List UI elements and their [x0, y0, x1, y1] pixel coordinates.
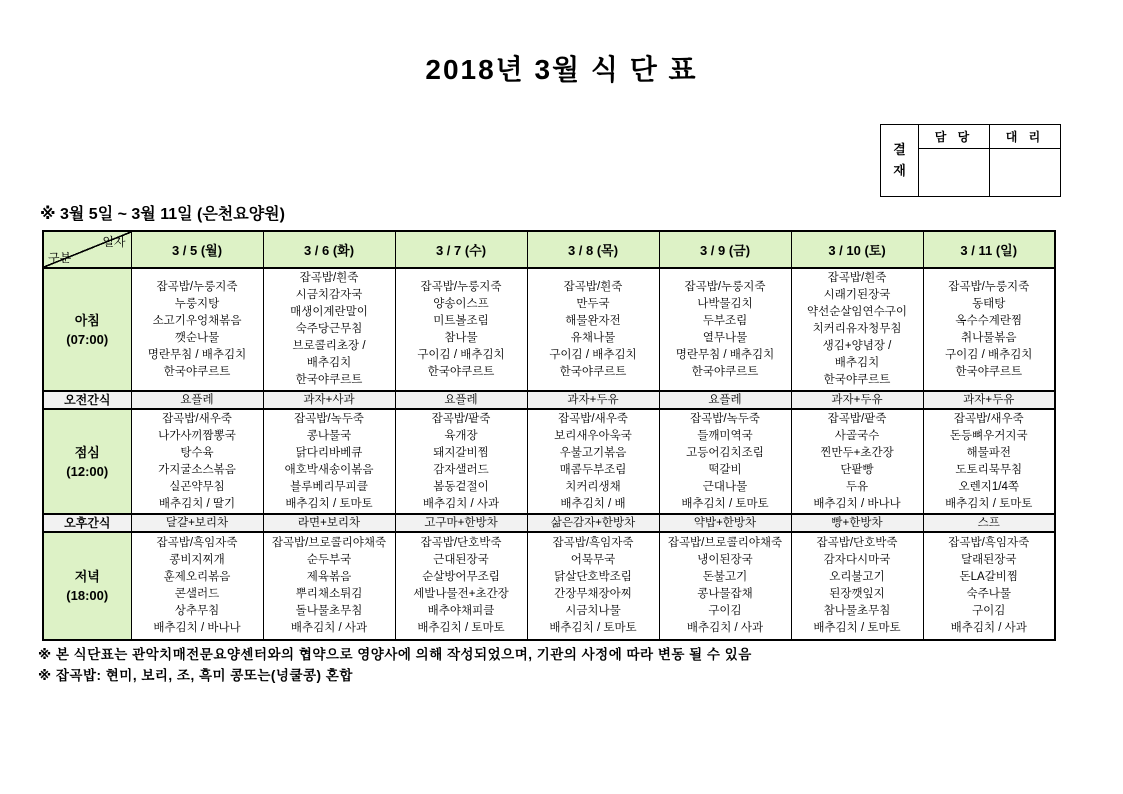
menu-item: 잡곡밥/흑임자죽: [948, 537, 1030, 549]
lunch-menu-day-5: [791, 409, 923, 514]
day-header-row: [43, 231, 1055, 268]
menu-item: 치커리생채: [565, 480, 621, 493]
menu-item: 잡곡밥/단호박죽: [816, 537, 898, 549]
menu-item: 해물완자전: [565, 314, 621, 327]
menu-item: 잡곡밥/누룽지죽: [684, 280, 766, 293]
menu-item: 근대나물: [702, 480, 748, 493]
menu-item: 잡곡밥/흰죽: [299, 272, 359, 284]
menu-item: 배추김치: [306, 357, 352, 369]
menu-item: 배추김치 / 바나나: [813, 497, 901, 510]
morning-snack-label: 오전간식: [43, 391, 131, 409]
menu-item: 명란무침 / 배추김치: [147, 348, 247, 361]
menu-item: 들깨미역국: [697, 429, 753, 442]
menu-item: 숙주나물: [966, 588, 1011, 600]
menu-item: 배추김치: [834, 357, 880, 369]
menu-item: 돈LA갈비찜: [959, 571, 1018, 583]
menu-item: 미트볼조림: [433, 314, 489, 327]
menu-item: 감자샐러드: [433, 463, 489, 476]
dinner-label: 저녁 (18:00): [43, 532, 131, 640]
menu-item: 제육볶음: [306, 571, 352, 583]
menu-item: 오렌지1/4쪽: [958, 480, 1019, 493]
lunch-menu-day-0: [131, 409, 263, 514]
footnotes: [38, 644, 752, 686]
day-header-5: 3 / 10 (토): [791, 231, 923, 268]
breakfast-menu-day-1: [263, 268, 395, 391]
menu-item: 해물파전: [966, 446, 1011, 459]
afternoon-snack-menu-day-4: 약밥+한방차: [659, 514, 791, 532]
menu-item: 구이김: [972, 605, 1006, 617]
breakfast-menu-day-6: [923, 268, 1055, 391]
menu-item: 깻순나물: [174, 331, 220, 344]
menu-item: 생김+양념장 /: [822, 340, 892, 352]
menu-item: 한국야쿠르트: [559, 365, 627, 378]
lunch-menu-day-1: [263, 409, 395, 514]
corner-cell: [43, 231, 131, 268]
menu-item: 두부조림: [702, 314, 748, 327]
menu-item: 브로콜리초장 /: [292, 340, 366, 352]
dinner-menu-day-1: [263, 532, 395, 640]
dinner-row: [43, 532, 1055, 640]
menu-item: 매콤두부조림: [559, 463, 627, 476]
menu-item: 배추김치 / 배: [560, 497, 626, 510]
menu-item: 탕수육: [180, 446, 214, 459]
menu-item: 어묵무국: [570, 554, 616, 566]
menu-item: 돼지갈비찜: [433, 446, 489, 459]
menu-item: 된장깻잎지: [829, 588, 885, 600]
menu-item: 고등어김치조림: [686, 446, 764, 459]
menu-item: 보리새우아욱국: [554, 429, 632, 442]
menu-item: 잡곡밥/녹두죽: [294, 412, 364, 425]
morning-snack-row: [43, 391, 1055, 409]
menu-item: 배추김치 / 사과: [950, 622, 1027, 634]
menu-item: 잡곡밥/흰죽: [827, 272, 887, 284]
footnote-agreement: ※ 본 식단표는 관악치매전문요양센터와의 협약으로 영양사에 의해 작성되었으며, 기관의 사정에 따라 변동 될 수 있음: [38, 647, 752, 662]
dinner-menu-day-2: [395, 532, 527, 640]
morning-snack-menu-day-6: 과자+두유: [923, 391, 1055, 409]
menu-item: 잡곡밥/녹두죽: [690, 412, 760, 425]
lunch-label: 점심 (12:00): [43, 409, 131, 514]
afternoon-snack-menu-day-2: 고구마+한방차: [395, 514, 527, 532]
menu-item: 잡곡밥/흑임자죽: [552, 537, 634, 549]
menu-item: 잡곡밥/새우죽: [162, 412, 232, 425]
menu-item: 구이김 / 배추김치: [549, 348, 637, 361]
menu-item: 나가사끼짬뽕국: [158, 429, 236, 442]
dinner-menu-day-0: [131, 532, 263, 640]
menu-item: 잡곡밥/누룽지죽: [948, 280, 1030, 293]
menu-item: 잡곡밥/새우죽: [953, 412, 1024, 425]
menu-item: 배추김치 / 토마토: [417, 622, 505, 634]
menu-table: [42, 230, 1056, 641]
menu-item: 잡곡밥/누룽지죽: [420, 280, 502, 293]
menu-item: 배추김치 / 토마토: [285, 497, 373, 510]
menu-item: 닭살단호박조림: [554, 571, 632, 583]
menu-item: 간장무채장아찌: [554, 588, 632, 600]
breakfast-label: 아침 (07:00): [43, 268, 131, 391]
menu-item: 배추김치 / 토마토: [945, 497, 1033, 510]
menu-item: 배추김치 / 바나나: [153, 622, 241, 634]
breakfast-menu-day-2: [395, 268, 527, 391]
menu-item: 봄동겉절이: [433, 480, 489, 493]
dinner-menu-day-5: [791, 532, 923, 640]
dinner-menu-day-4: [659, 532, 791, 640]
approval-col-deputy: 대 리: [990, 125, 1061, 149]
menu-item: 감자다시마국: [823, 554, 891, 566]
menu-item: 돌나물초무침: [295, 605, 363, 617]
menu-item: 한국야쿠르트: [427, 365, 495, 378]
menu-item: 순두부국: [306, 554, 352, 566]
afternoon-snack-label: 오후간식: [43, 514, 131, 532]
menu-item: 구이김 / 배추김치: [945, 348, 1033, 361]
menu-item: 약선순살임연수구이: [807, 306, 907, 318]
menu-item: 배추김치 / 사과: [422, 497, 500, 510]
day-header-6: 3 / 11 (일): [923, 231, 1055, 268]
menu-item: 가지굴소스볶음: [158, 463, 236, 476]
menu-item: 사골국수: [834, 429, 880, 442]
menu-item: 두유: [845, 480, 869, 493]
menu-item: 한국야쿠르트: [955, 365, 1023, 378]
menu-item: 도토리묵무침: [955, 463, 1023, 476]
menu-item: 시금치감자국: [295, 289, 363, 301]
approval-col-in-charge: 담 당: [919, 125, 990, 149]
afternoon-snack-menu-day-3: 삶은감자+한방차: [527, 514, 659, 532]
menu-item: 배추김치 / 토마토: [813, 622, 901, 634]
menu-item: 잡곡밥/새우죽: [558, 412, 628, 425]
menu-item: 옥수수계란찜: [955, 314, 1023, 327]
breakfast-row: [43, 268, 1055, 391]
corner-category-label: 구분: [48, 251, 72, 265]
menu-item: 시금치나물: [565, 605, 621, 617]
menu-item: 배추김치 / 토마토: [681, 497, 769, 510]
menu-item: 취나물볶음: [960, 331, 1017, 344]
menu-item: 돈불고기: [702, 571, 748, 583]
menu-item: 배추김치 / 사과: [686, 622, 764, 634]
afternoon-snack-menu-day-0: 달걀+보리차: [131, 514, 263, 532]
menu-item: 열무나물: [702, 331, 748, 344]
menu-item: 만두국: [576, 297, 610, 310]
dinner-menu-day-6: [923, 532, 1055, 640]
menu-item: 떡갈비: [708, 463, 742, 476]
menu-item: 배추김치 / 토마토: [549, 622, 637, 634]
day-header-0: 3 / 5 (월): [131, 231, 263, 268]
menu-item: 육개장: [444, 429, 478, 442]
morning-snack-menu-day-2: 요플레: [395, 391, 527, 409]
breakfast-menu-day-4: [659, 268, 791, 391]
menu-item: 배추김치 / 사과: [290, 622, 368, 634]
corner-date-label: 일자: [102, 235, 126, 249]
day-header-1: 3 / 6 (화): [263, 231, 395, 268]
approval-sign-cell-deputy: [990, 149, 1061, 197]
afternoon-snack-menu-day-5: 빵+한방차: [791, 514, 923, 532]
menu-item: 돈등뼈우거지국: [949, 429, 1028, 442]
menu-item: 치커리유자청무침: [812, 323, 902, 335]
afternoon-snack-menu-day-6: 스프: [923, 514, 1055, 532]
menu-item: 블루베리무피클: [290, 480, 368, 493]
approval-box: [880, 124, 1061, 197]
menu-item: 시래기된장국: [823, 289, 891, 301]
menu-item: 잡곡밥/팥죽: [827, 412, 887, 425]
day-header-4: 3 / 9 (금): [659, 231, 791, 268]
menu-item: 근대된장국: [433, 554, 489, 566]
menu-item: 애호박새송이볶음: [284, 463, 374, 476]
menu-item: 양송이스프: [433, 297, 489, 310]
lunch-menu-day-3: [527, 409, 659, 514]
menu-item: 잡곡밥/단호박죽: [420, 537, 502, 549]
menu-item: 실곤약무침: [169, 480, 225, 493]
menu-item: 잡곡밥/브로콜리야채죽: [271, 537, 387, 549]
menu-item: 나박물김치: [697, 297, 753, 310]
lunch-menu-day-4: [659, 409, 791, 514]
morning-snack-menu-day-0: 요플레: [131, 391, 263, 409]
approval-header-row: [881, 125, 1061, 149]
afternoon-snack-row: [43, 514, 1055, 532]
menu-item: 숙주당근무침: [295, 323, 363, 335]
breakfast-menu-day-3: [527, 268, 659, 391]
menu-item: 콩비지찌개: [169, 554, 225, 566]
afternoon-snack-menu-day-1: 라면+보리차: [263, 514, 395, 532]
morning-snack-menu-day-3: 과자+두유: [527, 391, 659, 409]
menu-item: 콘샐러드: [174, 588, 220, 600]
menu-item: 단팥빵: [840, 463, 874, 476]
breakfast-menu-day-5: [791, 268, 923, 391]
menu-item: 잡곡밥/누룽지죽: [156, 280, 238, 293]
menu-item: 콩나물국: [306, 429, 352, 442]
approval-stamp-label: 결재: [881, 125, 919, 197]
morning-snack-menu-day-1: 과자+사과: [263, 391, 395, 409]
menu-table-container: [42, 230, 1056, 641]
lunch-menu-day-6: [923, 409, 1055, 514]
morning-snack-menu-day-4: 요플레: [659, 391, 791, 409]
footnote-grain-mix: ※ 잡곡밥: 현미, 보리, 조, 흑미 콩또는(넝쿨콩) 혼합: [38, 668, 353, 683]
breakfast-menu-day-0: [131, 268, 263, 391]
menu-item: 콩나물잡채: [697, 588, 753, 600]
menu-item: 명란무침 / 배추김치: [675, 348, 775, 361]
day-header-3: 3 / 8 (목): [527, 231, 659, 268]
menu-item: 매생이계란말이: [290, 306, 368, 318]
menu-item: 닭다리바베큐: [295, 446, 363, 459]
menu-item: 잡곡밥/팥죽: [431, 412, 491, 425]
dinner-menu-day-3: [527, 532, 659, 640]
menu-item: 상추무침: [174, 605, 220, 617]
menu-item: 잡곡밥/흰죽: [563, 280, 623, 293]
menu-item: 한국야쿠르트: [823, 374, 891, 386]
lunch-menu-day-2: [395, 409, 527, 514]
menu-item: 소고기우엉채볶음: [152, 314, 242, 327]
menu-item: 참나물: [444, 331, 478, 344]
menu-item: 잡곡밥/브로콜리야채죽: [667, 537, 783, 549]
menu-item: 한국야쿠르트: [691, 365, 759, 378]
morning-snack-menu-day-5: 과자+두유: [791, 391, 923, 409]
menu-item: 오리불고기: [829, 571, 885, 583]
menu-item: 구이김: [708, 605, 742, 617]
menu-item: 훈제오리볶음: [163, 571, 231, 583]
menu-item: 세발나물전+초간장: [413, 588, 509, 600]
menu-item: 구이김 / 배추김치: [417, 348, 505, 361]
menu-item: 잡곡밥/흑임자죽: [156, 537, 238, 549]
menu-item: 순살방어무조림: [422, 571, 500, 583]
menu-item: 뿌리채소튀김: [295, 588, 363, 600]
menu-item: 냉이된장국: [697, 554, 753, 566]
lunch-row: [43, 409, 1055, 514]
approval-sign-cell-in-charge: [919, 149, 990, 197]
week-range-subtitle: ※ 3월 5일 ~ 3월 11일 (은천요양원): [40, 206, 285, 223]
day-header-2: 3 / 7 (수): [395, 231, 527, 268]
menu-item: 배추야채피클: [427, 605, 495, 617]
menu-item: 유채나물: [570, 331, 616, 344]
menu-item: 동태탕: [972, 297, 1006, 310]
menu-item: 참나물초무침: [823, 605, 891, 617]
menu-item: 달래된장국: [960, 554, 1017, 566]
menu-item: 누룽지탕: [174, 297, 220, 310]
menu-item: 한국야쿠르트: [163, 365, 231, 378]
menu-item: 찐만두+초간장: [820, 446, 894, 459]
menu-item: 배추김치 / 딸기: [158, 497, 236, 510]
menu-item: 우불고기볶음: [559, 446, 627, 459]
page-title: 2018년 3월 식 단 표: [425, 54, 698, 85]
menu-item: 한국야쿠르트: [295, 374, 363, 386]
